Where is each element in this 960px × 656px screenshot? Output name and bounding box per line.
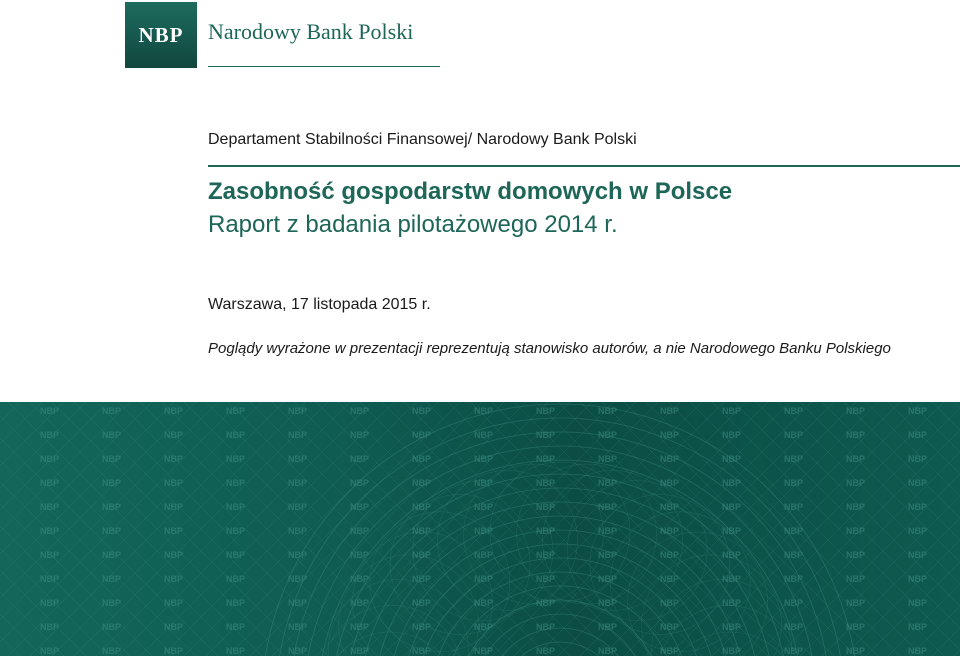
- watermark-text: NBP: [164, 598, 184, 608]
- watermark-text: NBP: [164, 646, 184, 656]
- watermark-text: NBP: [784, 550, 804, 560]
- watermark-text: NBP: [226, 502, 246, 512]
- watermark-text: NBP: [412, 574, 432, 584]
- watermark-text: NBP: [102, 646, 122, 656]
- watermark-text: NBP: [40, 454, 60, 464]
- watermark-text: NBP: [164, 526, 184, 536]
- rosette-ring: [332, 474, 788, 656]
- watermark-text: NBP: [412, 598, 432, 608]
- watermark-text: NBP: [846, 478, 866, 488]
- watermark-text: NBP: [226, 406, 246, 416]
- rosette-petal: [567, 481, 707, 621]
- watermark-text: NBP: [102, 550, 122, 560]
- watermark-text: NBP: [102, 478, 122, 488]
- disclaimer: Poglądy wyrażone w prezentacji reprezentują stanowisko autorów, a nie Narodowego Banku Polskiego: [208, 340, 891, 357]
- watermark-text: NBP: [908, 406, 928, 416]
- nbp-logo-box: [125, 2, 197, 68]
- watermark-text: NBP: [412, 478, 432, 488]
- watermark-text: NBP: [660, 430, 680, 440]
- watermark-text: NBP: [288, 430, 308, 440]
- watermark-text: NBP: [226, 574, 246, 584]
- watermark-text: NBP: [784, 406, 804, 416]
- logo-underline: [208, 66, 440, 67]
- watermark-text: NBP: [722, 478, 742, 488]
- watermark-text: NBP: [598, 406, 618, 416]
- watermark-text: NBP: [40, 622, 60, 632]
- watermark-text: NBP: [40, 478, 60, 488]
- pattern-line: [800, 402, 960, 656]
- watermark-text: NBP: [474, 550, 494, 560]
- watermark-text: NBP: [350, 526, 370, 536]
- watermark-text: NBP: [908, 454, 928, 464]
- pattern-line: [932, 402, 960, 656]
- watermark-text: NBP: [722, 526, 742, 536]
- watermark-text: NBP: [226, 598, 246, 608]
- pattern-line: [0, 402, 152, 656]
- watermark-text: NBP: [40, 574, 60, 584]
- watermark-text: NBP: [350, 598, 370, 608]
- watermark-text: NBP: [288, 646, 308, 656]
- department-line: Departament Stabilności Finansowej/ Narodowy Bank Polski: [208, 131, 637, 148]
- watermark-text: NBP: [598, 430, 618, 440]
- watermark-text: NBP: [908, 646, 928, 656]
- watermark-text: NBP: [474, 574, 494, 584]
- watermark-text: NBP: [784, 646, 804, 656]
- watermark-text: NBP: [784, 526, 804, 536]
- watermark-text: NBP: [474, 478, 494, 488]
- pattern-line: [954, 402, 960, 656]
- decorative-banner: [0, 402, 960, 656]
- watermark-text: NBP: [660, 574, 680, 584]
- watermark-text: NBP: [102, 502, 122, 512]
- watermark-text: NBP: [350, 622, 370, 632]
- report-subtitle: Raport z badania pilotażowego 2014 r.: [208, 211, 618, 238]
- pattern-line: [0, 402, 152, 656]
- watermark-text: NBP: [536, 574, 556, 584]
- banner-guilloche-pattern: [0, 402, 960, 656]
- watermark-text: NBP: [350, 478, 370, 488]
- watermark-text: NBP: [102, 406, 122, 416]
- watermark-text: NBP: [226, 550, 246, 560]
- watermark-text: NBP: [164, 430, 184, 440]
- watermark-text: NBP: [908, 574, 928, 584]
- watermark-text: NBP: [722, 454, 742, 464]
- watermark-text: NBP: [288, 550, 308, 560]
- pattern-line: [800, 402, 960, 656]
- watermark-text: NBP: [536, 598, 556, 608]
- watermark-text: NBP: [784, 454, 804, 464]
- watermark-text: NBP: [846, 526, 866, 536]
- watermark-text: NBP: [908, 550, 928, 560]
- watermark-text: NBP: [536, 526, 556, 536]
- watermark-text: NBP: [350, 430, 370, 440]
- date-line: Warszawa, 17 listopada 2015 r.: [208, 296, 431, 313]
- watermark-text: NBP: [598, 454, 618, 464]
- watermark-text: NBP: [536, 478, 556, 488]
- watermark-text: NBP: [846, 454, 866, 464]
- watermark-text: NBP: [722, 622, 742, 632]
- watermark-text: NBP: [412, 430, 432, 440]
- watermark-text: NBP: [288, 598, 308, 608]
- watermark-text: NBP: [226, 526, 246, 536]
- watermark-text: NBP: [846, 406, 866, 416]
- watermark-text: NBP: [908, 622, 928, 632]
- watermark-text: NBP: [288, 406, 308, 416]
- pattern-line: [932, 402, 960, 656]
- watermark-text: NBP: [474, 526, 494, 536]
- watermark-text: NBP: [784, 598, 804, 608]
- watermark-text: NBP: [846, 622, 866, 632]
- watermark-text: NBP: [660, 526, 680, 536]
- watermark-text: NBP: [288, 622, 308, 632]
- watermark-text: NBP: [40, 598, 60, 608]
- watermark-text: NBP: [412, 550, 432, 560]
- watermark-text: NBP: [598, 478, 618, 488]
- watermark-text: NBP: [536, 502, 556, 512]
- watermark-text: NBP: [722, 598, 742, 608]
- watermark-text: NBP: [536, 454, 556, 464]
- watermark-text: NBP: [598, 622, 618, 632]
- watermark-text: NBP: [660, 478, 680, 488]
- watermark-text: NBP: [536, 646, 556, 656]
- watermark-text: NBP: [350, 550, 370, 560]
- watermark-text: NBP: [164, 502, 184, 512]
- watermark-text: NBP: [784, 478, 804, 488]
- watermark-text: NBP: [908, 526, 928, 536]
- watermark-text: NBP: [288, 502, 308, 512]
- watermark-text: NBP: [598, 574, 618, 584]
- watermark-text: NBP: [412, 406, 432, 416]
- watermark-text: NBP: [40, 550, 60, 560]
- watermark-text: NBP: [598, 526, 618, 536]
- watermark-text: NBP: [784, 502, 804, 512]
- watermark-text: NBP: [660, 598, 680, 608]
- watermark-text: NBP: [164, 406, 184, 416]
- watermark-text: NBP: [102, 574, 122, 584]
- watermark-text: NBP: [908, 502, 928, 512]
- watermark-text: NBP: [288, 526, 308, 536]
- watermark-text: NBP: [536, 622, 556, 632]
- watermark-text: NBP: [40, 430, 60, 440]
- watermark-text: NBP: [722, 574, 742, 584]
- watermark-text: NBP: [660, 502, 680, 512]
- watermark-text: NBP: [660, 454, 680, 464]
- watermark-text: NBP: [722, 550, 742, 560]
- pattern-line: [778, 402, 960, 656]
- watermark-text: NBP: [784, 622, 804, 632]
- watermark-text: NBP: [598, 502, 618, 512]
- watermark-text: NBP: [226, 646, 246, 656]
- watermark-text: NBP: [474, 430, 494, 440]
- watermark-text: NBP: [660, 406, 680, 416]
- watermark-text: NBP: [164, 454, 184, 464]
- pattern-line: [822, 402, 960, 656]
- watermark-text: NBP: [102, 454, 122, 464]
- watermark-text: NBP: [288, 454, 308, 464]
- watermark-text: NBP: [846, 550, 866, 560]
- watermark-text: NBP: [288, 574, 308, 584]
- pattern-line: [0, 402, 42, 656]
- watermark-text: NBP: [40, 406, 60, 416]
- pattern-line: [954, 402, 960, 656]
- watermark-text: NBP: [164, 622, 184, 632]
- watermark-text: NBP: [474, 406, 494, 416]
- watermark-text: NBP: [102, 598, 122, 608]
- watermark-text: NBP: [350, 574, 370, 584]
- watermark-text: NBP: [846, 574, 866, 584]
- nbp-logo-abbr: NBP: [138, 22, 184, 47]
- watermark-text: NBP: [474, 598, 494, 608]
- watermark-text: NBP: [40, 526, 60, 536]
- watermark-text: NBP: [412, 502, 432, 512]
- watermark-text: NBP: [598, 598, 618, 608]
- watermark-text: NBP: [474, 622, 494, 632]
- watermark-text: NBP: [722, 406, 742, 416]
- watermark-text: NBP: [784, 430, 804, 440]
- pattern-line: [822, 402, 960, 656]
- watermark-text: NBP: [846, 598, 866, 608]
- watermark-text: NBP: [40, 646, 60, 656]
- watermark-text: NBP: [536, 430, 556, 440]
- watermark-text: NBP: [412, 622, 432, 632]
- watermark-text: NBP: [412, 646, 432, 656]
- watermark-text: NBP: [102, 430, 122, 440]
- watermark-text: NBP: [474, 502, 494, 512]
- watermark-text: NBP: [164, 550, 184, 560]
- watermark-text: NBP: [660, 622, 680, 632]
- pattern-line: [0, 402, 42, 656]
- watermark-text: NBP: [536, 550, 556, 560]
- watermark-text: NBP: [598, 646, 618, 656]
- title-divider: [208, 165, 960, 167]
- watermark-text: NBP: [350, 646, 370, 656]
- watermark-text: NBP: [846, 646, 866, 656]
- watermark-text: NBP: [226, 478, 246, 488]
- watermark-text: NBP: [226, 622, 246, 632]
- watermark-text: NBP: [102, 526, 122, 536]
- pattern-line: [778, 402, 960, 656]
- watermark-text: NBP: [102, 622, 122, 632]
- watermark-text: NBP: [350, 454, 370, 464]
- watermark-text: NBP: [288, 478, 308, 488]
- watermark-text: NBP: [536, 406, 556, 416]
- watermark-text: NBP: [412, 526, 432, 536]
- watermark-text: NBP: [164, 478, 184, 488]
- watermark-text: NBP: [908, 478, 928, 488]
- watermark-text: NBP: [474, 454, 494, 464]
- watermark-text: NBP: [660, 550, 680, 560]
- watermark-text: NBP: [598, 550, 618, 560]
- watermark-text: NBP: [226, 454, 246, 464]
- watermark-text: NBP: [226, 430, 246, 440]
- watermark-text: NBP: [40, 502, 60, 512]
- watermark-text: NBP: [784, 574, 804, 584]
- watermark-text: NBP: [474, 646, 494, 656]
- watermark-text: NBP: [722, 430, 742, 440]
- watermark-text: NBP: [722, 502, 742, 512]
- bank-name: Narodowy Bank Polski: [208, 19, 414, 44]
- watermark-text: NBP: [908, 430, 928, 440]
- watermark-text: NBP: [722, 646, 742, 656]
- watermark-text: NBP: [350, 406, 370, 416]
- watermark-text: NBP: [846, 430, 866, 440]
- report-title: Zasobność gospodarstw domowych w Polsce: [208, 178, 733, 205]
- watermark-text: NBP: [350, 502, 370, 512]
- watermark-text: NBP: [412, 454, 432, 464]
- watermark-text: NBP: [164, 574, 184, 584]
- watermark-text: NBP: [660, 646, 680, 656]
- watermark-text: NBP: [846, 502, 866, 512]
- watermark-text: NBP: [908, 598, 928, 608]
